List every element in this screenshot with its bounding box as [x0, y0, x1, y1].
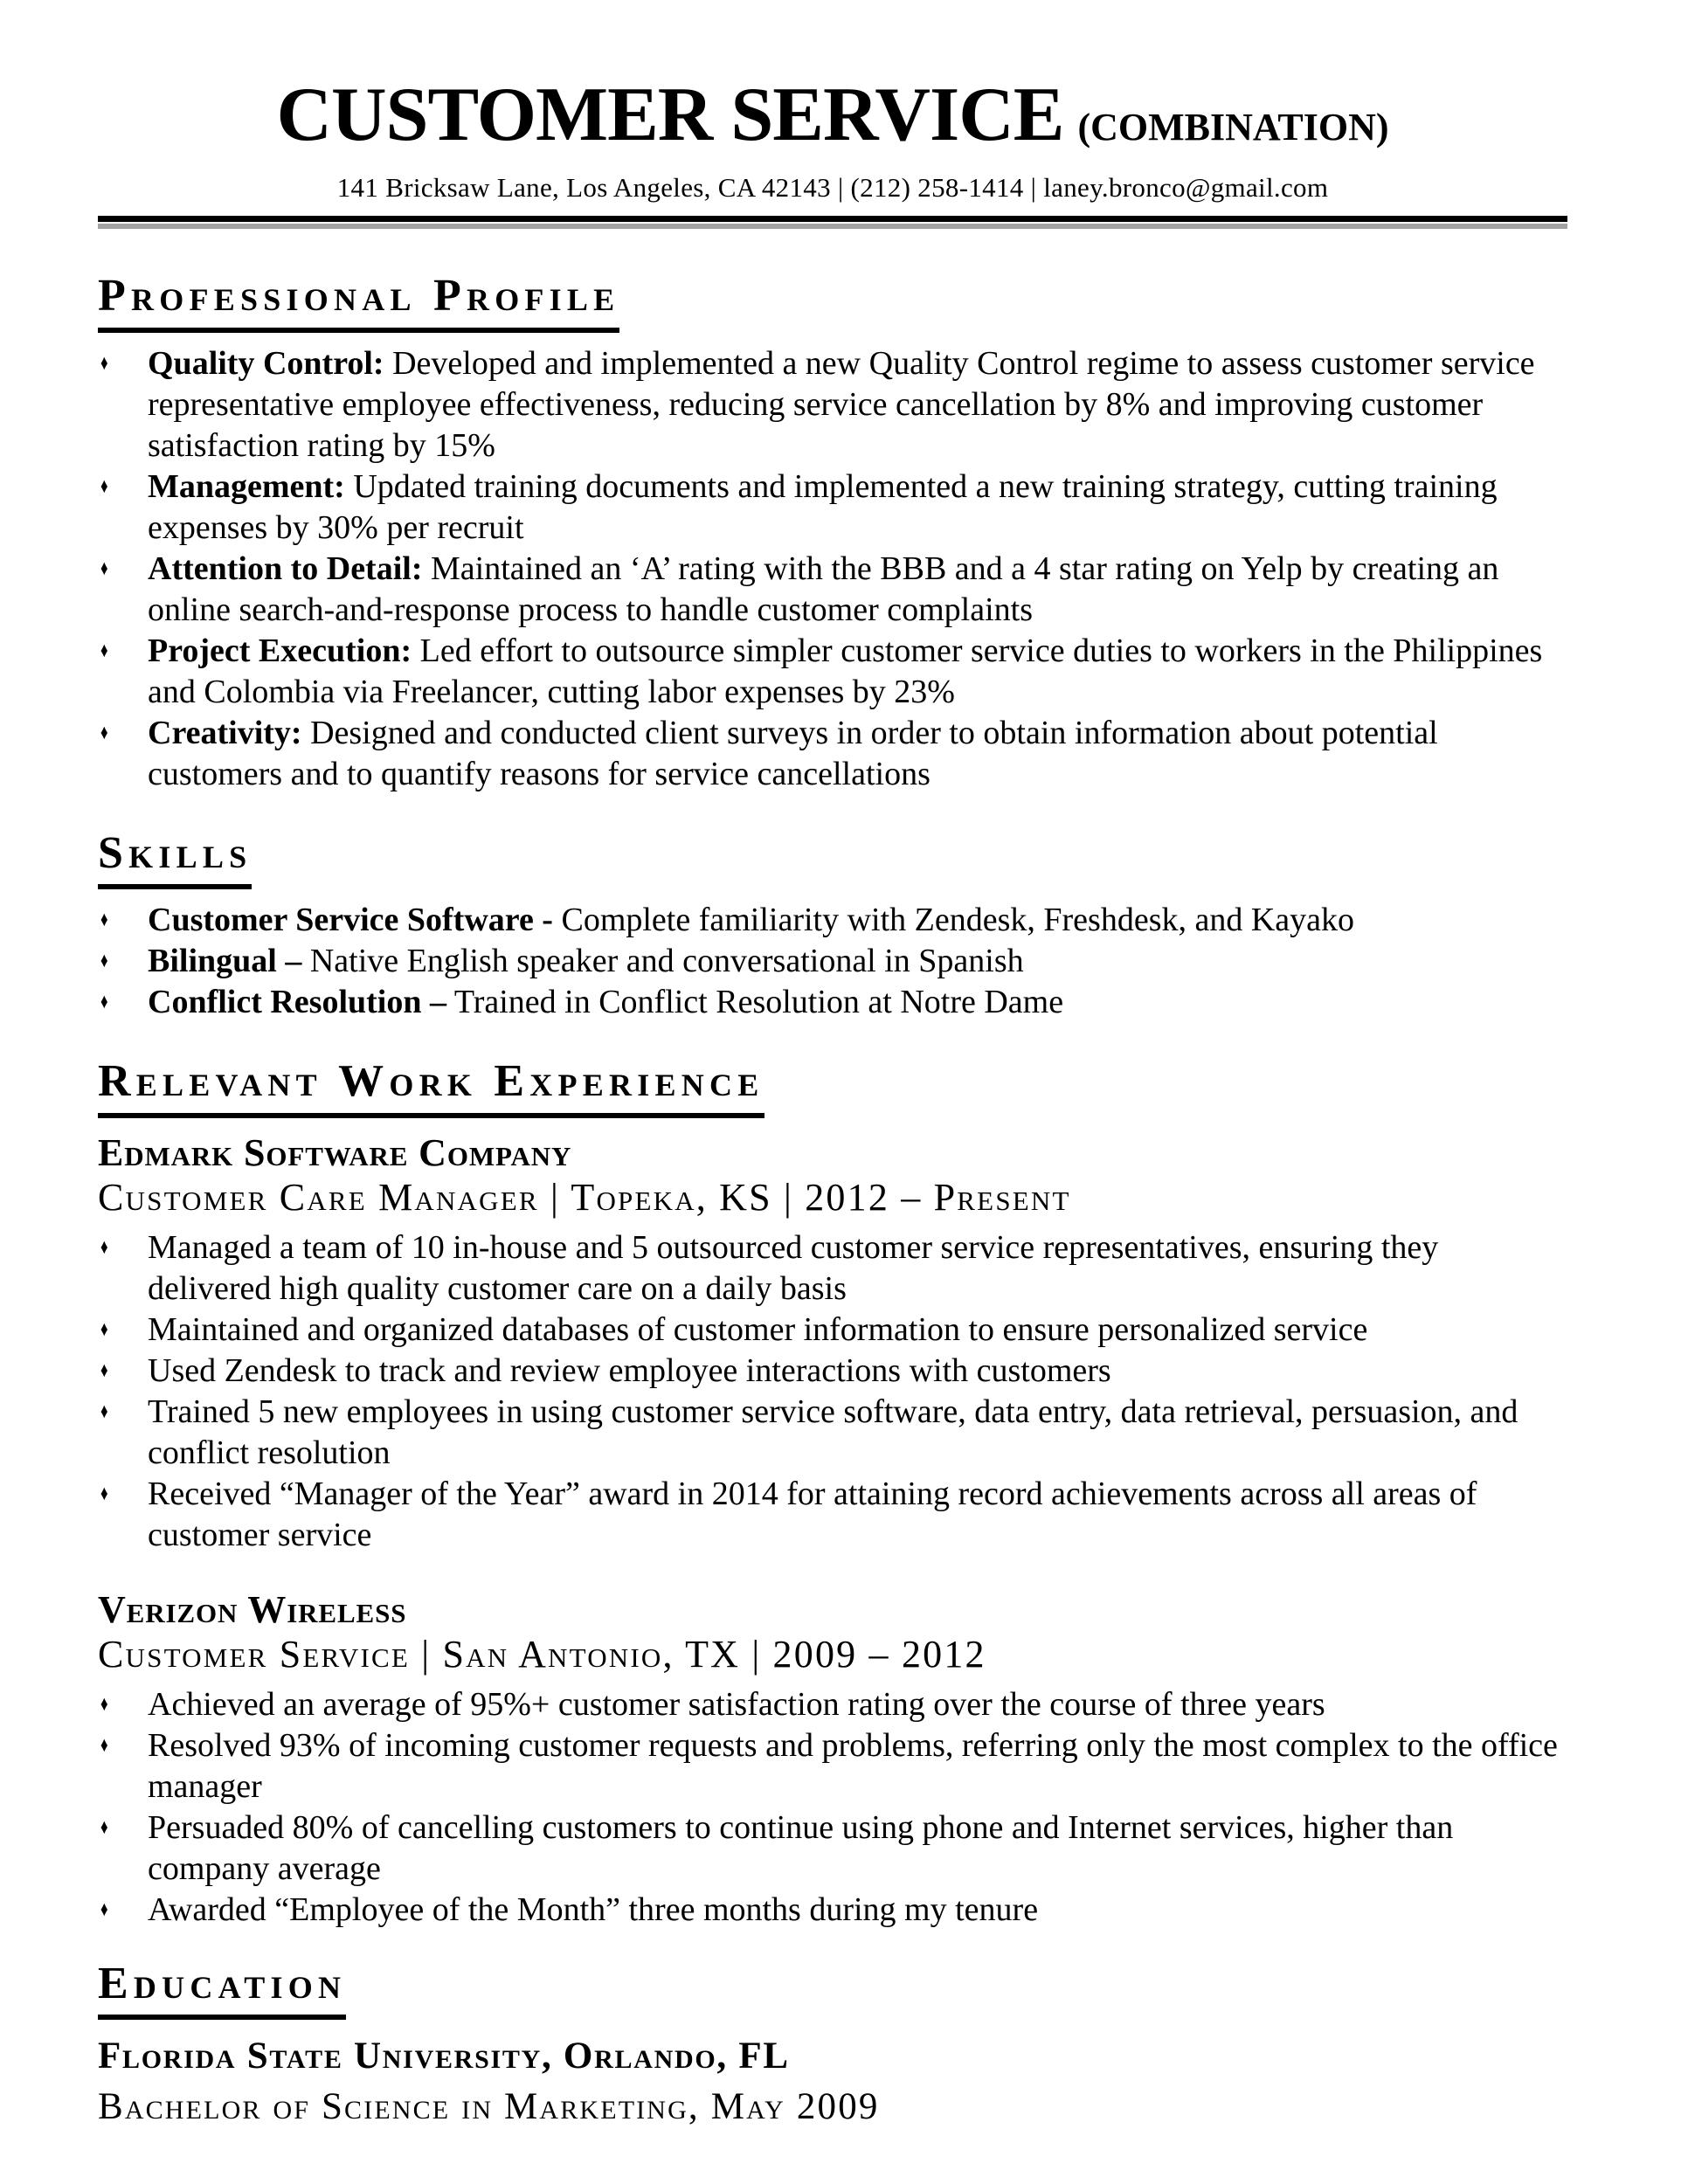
- bullet-diamond-icon: ♦: [100, 639, 108, 662]
- section-work-experience: [98, 1058, 1567, 1931]
- list-item: [98, 941, 1567, 982]
- list-item: [98, 343, 1567, 467]
- bullet-lead: Attention to Detail:: [148, 549, 423, 587]
- list-item: [98, 1351, 1567, 1392]
- bullet-lead: Project Execution:: [148, 632, 412, 669]
- list-item: [98, 1807, 1567, 1890]
- bullet-diamond-icon: ♦: [100, 1235, 108, 1259]
- job-entry-verizon: [98, 1589, 1567, 1931]
- bullet-text: [148, 1352, 1111, 1389]
- work-experience-heading: Relevant Work Experience: [98, 1058, 764, 1118]
- professional-profile-heading: Professional Profile: [98, 273, 619, 333]
- bullet-text: [148, 632, 1542, 710]
- bullet-body: Native English speaker and conversational in Spanish: [301, 943, 1024, 980]
- bullet-text: [148, 345, 1535, 464]
- list-item: [98, 1890, 1567, 1931]
- list-item: [98, 1392, 1567, 1474]
- header-divider-black-rule: [98, 216, 1567, 222]
- bullet-diamond-icon: ♦: [100, 1692, 108, 1716]
- bullet-body: Updated training documents and implemented a new training strategy, cutting training expenses by 30% per recruit: [148, 467, 1498, 546]
- job-title-location-dates: Customer Care Manager | Topeka, KS | 2012 – Present: [98, 1176, 1071, 1220]
- company-name: Edmark Software Company: [98, 1130, 572, 1174]
- bullet-body: Developed and implemented a new Quality Control regime to assess customer service representative employee effectiveness, reducing service cancellation by 8% and improving customer satisfaction rating by 15%: [148, 344, 1535, 464]
- bullet-lead: Customer Service Software -: [148, 902, 553, 939]
- bullet-text: [148, 715, 1438, 792]
- education-degree: Bachelor of Science in Marketing, May 2009: [98, 2085, 880, 2127]
- skills-heading: Skills: [98, 830, 252, 890]
- bullet-lead: Conflict Resolution –: [148, 984, 446, 1021]
- bullet-body: Maintained an ‘A’ rating with the BBB and a 4 star rating on Yelp by creating an online search-and-response process to handle customer complaints: [148, 549, 1499, 628]
- section-professional-profile: [98, 273, 1567, 795]
- list-item: [98, 1227, 1567, 1310]
- section-education: [98, 1960, 1567, 2127]
- list-item: [98, 1684, 1567, 1725]
- bullet-diamond-icon: ♦: [100, 351, 108, 375]
- bullet-diamond-icon: ♦: [100, 1400, 108, 1423]
- bullet-body: Led effort to outsource simpler customer service duties to workers in the Philippines and Colombia via Freelancer, cutting labor expenses by 23%: [148, 632, 1543, 710]
- bullet-diamond-icon: ♦: [100, 1358, 108, 1382]
- bullet-text: [148, 1476, 1477, 1553]
- bullet-text: [148, 468, 1498, 546]
- list-item: [98, 1474, 1567, 1556]
- bullet-body: Awarded “Employee of the Month” three months during my tenure: [148, 1890, 1039, 1928]
- bullet-lead: Management:: [148, 467, 345, 505]
- list-item: [98, 549, 1567, 631]
- document-title-suffix: (COMBINATION): [1077, 106, 1389, 149]
- list-item: [98, 900, 1567, 941]
- bullet-text: [148, 1229, 1438, 1307]
- job-bullet-list: [98, 1227, 1567, 1556]
- bullet-lead: Quality Control:: [148, 344, 384, 382]
- resume-header: [98, 73, 1567, 229]
- professional-profile-list: [98, 343, 1567, 795]
- list-item: [98, 1725, 1567, 1807]
- list-item: [98, 631, 1567, 713]
- bullet-text: [148, 1686, 1325, 1723]
- bullet-body: Trained 5 new employees in using customer service software, data entry, data retrieval, persuasion, and conflict resolution: [148, 1393, 1519, 1471]
- bullet-body: Achieved an average of 95%+ customer satisfaction rating over the course of three years: [148, 1685, 1325, 1723]
- bullet-body: Complete familiarity with Zendesk, Freshdesk, and Kayako: [552, 902, 1355, 939]
- bullet-body: Maintained and organized databases of customer information to ensure personalized service: [148, 1310, 1368, 1348]
- bullet-text: [148, 984, 1063, 1020]
- bullet-body: Persuaded 80% of cancelling customers to continue using phone and Internet services, higher than company average: [148, 1808, 1454, 1887]
- education-heading: Education: [98, 1960, 346, 2021]
- bullet-text: [148, 902, 1354, 938]
- bullet-body: Used Zendesk to track and review employee interactions with customers: [148, 1351, 1111, 1389]
- list-item: [98, 982, 1567, 1023]
- header-divider-gray-rule: [98, 224, 1567, 229]
- bullet-body: Resolved 93% of incoming customer requests and problems, referring only the most complex to the office manager: [148, 1726, 1558, 1805]
- bullet-body: Designed and conducted client surveys in order to obtain information about potential customers and to quantify reasons for service cancellations: [148, 714, 1438, 792]
- bullet-diamond-icon: ♦: [100, 1733, 108, 1757]
- list-item: [98, 1310, 1567, 1351]
- list-item: [98, 713, 1567, 795]
- header-divider: [98, 216, 1567, 229]
- bullet-text: [148, 550, 1498, 628]
- bullet-text: [148, 1727, 1558, 1805]
- bullet-text: [148, 1809, 1453, 1887]
- bullet-diamond-icon: ♦: [100, 1897, 108, 1921]
- bullet-text: [148, 1393, 1518, 1471]
- job-title-location-dates: Customer Service | San Antonio, TX | 2009 – 2012: [98, 1633, 986, 1676]
- skills-list: [98, 900, 1567, 1023]
- bullet-text: [148, 1311, 1367, 1348]
- document-title: [98, 73, 1567, 156]
- job-bullet-list: [98, 1684, 1567, 1931]
- list-item: [98, 467, 1567, 549]
- education-school: Florida State University, Orlando, FL: [98, 2035, 790, 2077]
- section-skills: [98, 827, 1567, 1024]
- bullet-lead: Bilingual –: [148, 943, 302, 980]
- bullet-body: Trained in Conflict Resolution at Notre Dame: [446, 984, 1064, 1021]
- contact-line: 141 Bricksaw Lane, Los Angeles, CA 42143 | (212) 258-1414 | laney.bronco@gmail.com: [336, 172, 1329, 204]
- job-entry-edmark: [98, 1132, 1567, 1556]
- bullet-body: Managed a team of 10 in-house and 5 outsourced customer service representatives, ensuring they delivered high quality customer care on a daily basis: [148, 1228, 1439, 1307]
- bullet-diamond-icon: ♦: [100, 991, 108, 1014]
- bullet-diamond-icon: ♦: [100, 474, 108, 498]
- bullet-diamond-icon: ♦: [100, 721, 108, 744]
- bullet-diamond-icon: ♦: [100, 1815, 108, 1839]
- bullet-lead: Creativity:: [148, 714, 302, 751]
- bullet-text: [148, 1891, 1038, 1928]
- bullet-diamond-icon: ♦: [100, 556, 108, 580]
- bullet-diamond-icon: ♦: [100, 909, 108, 932]
- bullet-body: Received “Manager of the Year” award in 2014 for attaining record achievements across all areas of customer service: [148, 1475, 1477, 1553]
- document-title-text: CUSTOMER SERVICE: [276, 73, 1064, 157]
- bullet-diamond-icon: ♦: [100, 1317, 108, 1341]
- company-name: Verizon Wireless: [98, 1587, 407, 1631]
- bullet-diamond-icon: ♦: [100, 950, 108, 973]
- bullet-text: [148, 943, 1024, 979]
- bullet-diamond-icon: ♦: [100, 1482, 108, 1505]
